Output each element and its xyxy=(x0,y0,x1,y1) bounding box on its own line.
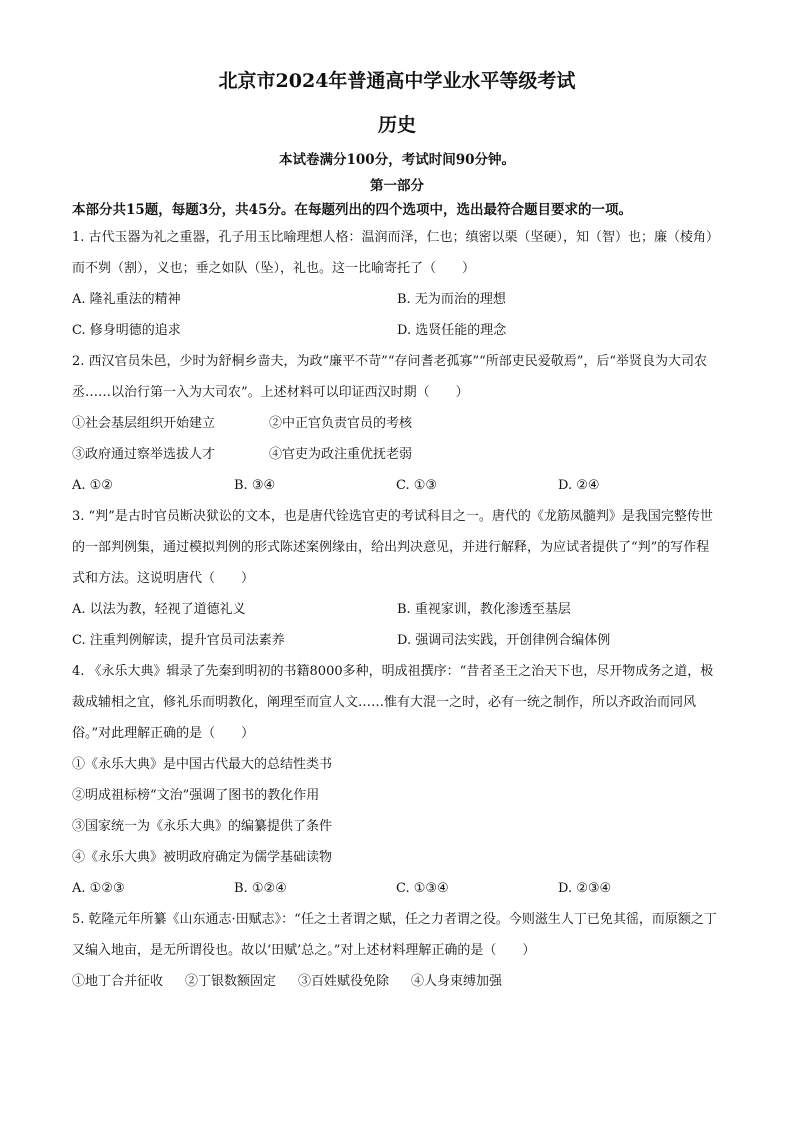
option-a: A. ①② xyxy=(72,478,113,493)
option-a: A. 隆礼重法的精神 xyxy=(72,292,181,307)
question-5-statements xyxy=(72,966,722,997)
question-2-statements-row1 xyxy=(72,408,722,439)
question-3-options-row2 xyxy=(72,625,722,656)
question-3-stem: 3. “判”是古时官员断决狱讼的文本，也是唐代铨选官吏的考试科目之一。唐代的《龙筋凤髓判》是我国完整传世的一部判例集，通过模拟判例的形式陈述案例缘由，给出判决意见，并进行解释，为应试者提供了“判”的写作程式和方法。这说明唐代（ ） xyxy=(72,509,713,586)
exam-page xyxy=(72,66,722,997)
option-b: B. 无为而治的理想 xyxy=(397,292,506,307)
option-d: D. ②③④ xyxy=(558,881,612,896)
exam-note: 本试卷满分100分，考试时间90分钟。 xyxy=(279,152,515,168)
statement-4: ④《永乐大典》被明政府确定为儒学基础读物 xyxy=(72,850,333,865)
statement-1: ①社会基层组织开始建立 xyxy=(72,416,216,431)
question-2-statements-row2 xyxy=(72,439,722,470)
option-b: B. ①②④ xyxy=(234,881,287,896)
statement-1: ①《永乐大典》是中国古代最大的总结性类书 xyxy=(72,757,333,772)
option-b: B. 重视家训，教化渗透至基层 xyxy=(397,602,571,617)
option-d: D. ②④ xyxy=(558,478,600,493)
subject-title: 历史 xyxy=(377,114,416,136)
option-c: C. 修身明德的追求 xyxy=(72,323,181,338)
option-c: C. ①③ xyxy=(396,478,438,493)
question-1-options xyxy=(72,284,722,315)
question-1-options-row2 xyxy=(72,315,722,346)
part-heading: 第一部分 xyxy=(370,178,424,194)
option-b: B. ③④ xyxy=(234,478,276,493)
option-a: A. 以法为教，轻视了道德礼义 xyxy=(72,602,246,617)
statement-2: ②中正官负责官员的考核 xyxy=(269,416,413,431)
question-1-stem: 1. 古代玉器为礼之重器，孔子用玉比喻理想人格：温润而泽，仁也；缜密以栗（坚硬），知（智）也；廉（棱角）而不刿（割），义也；垂之如队（坠），礼也。这一比喻寄托了（ ） xyxy=(72,230,720,276)
statement-4: ④人身束缚加强 xyxy=(411,974,503,989)
statement-3: ③国家统一为《永乐大典》的编纂提供了条件 xyxy=(72,819,333,834)
statement-3: ③政府通过察举选拔人才 xyxy=(72,447,216,462)
question-2-stem: 2. 西汉官员朱邑，少时为舒桐乡啬夫，为政“廉平不苛”“存问耆老孤寡”“所部吏民爱敬焉”，后“举贤良为大司农丞……以治行第一入为大司农”。上述材料可以印证西汉时期（ ） xyxy=(72,354,708,400)
option-c: C. 注重判例解读，提升官员司法素养 xyxy=(72,633,285,648)
option-c: C. ①③④ xyxy=(396,881,449,896)
statement-4: ④官吏为政注重优抚老弱 xyxy=(269,447,413,462)
question-4-options xyxy=(72,873,722,904)
statement-1: ①地丁合并征收 xyxy=(72,974,164,989)
exam-title: 北京市2024年普通高中学业水平等级考试 xyxy=(218,70,576,92)
statement-2: ②丁银数额固定 xyxy=(185,974,277,989)
statement-2: ②明成祖标榜“文治”强调了图书的教化作用 xyxy=(72,788,320,803)
statement-3: ③百姓赋役免除 xyxy=(298,974,390,989)
part-instruction: 本部分共15题，每题3分，共45分。在每题列出的四个选项中，选出最符合题目要求的一项。 xyxy=(72,202,632,218)
question-3-options xyxy=(72,594,722,625)
question-4-stem: 4. 《永乐大典》辑录了先秦到明初的书籍8000多种，明成祖撰序：“昔者圣王之治天下也，尽开物成务之道，极裁成辅相之宜，修礼乐而明教化，阐理至而宣人文……惟有大混一之时，必有一统之制作，所以齐政治而同风俗。”对此理解正确的是（ ） xyxy=(72,664,714,741)
option-a: A. ①②③ xyxy=(72,881,125,896)
option-d: D. 强调司法实践，开创律例合编体例 xyxy=(397,633,611,648)
option-d: D. 选贤任能的理念 xyxy=(397,323,507,338)
question-2-options xyxy=(72,470,722,501)
question-5-stem: 5. 乾隆元年所纂《山东通志·田赋志》：“任之土者谓之赋，任之力者谓之役。今则滋生人丁已免其徭，而原额之丁又编入地亩，是无所谓役也。故以‘田赋’总之。”对上述材料理解正确的是（ ） xyxy=(72,912,717,958)
